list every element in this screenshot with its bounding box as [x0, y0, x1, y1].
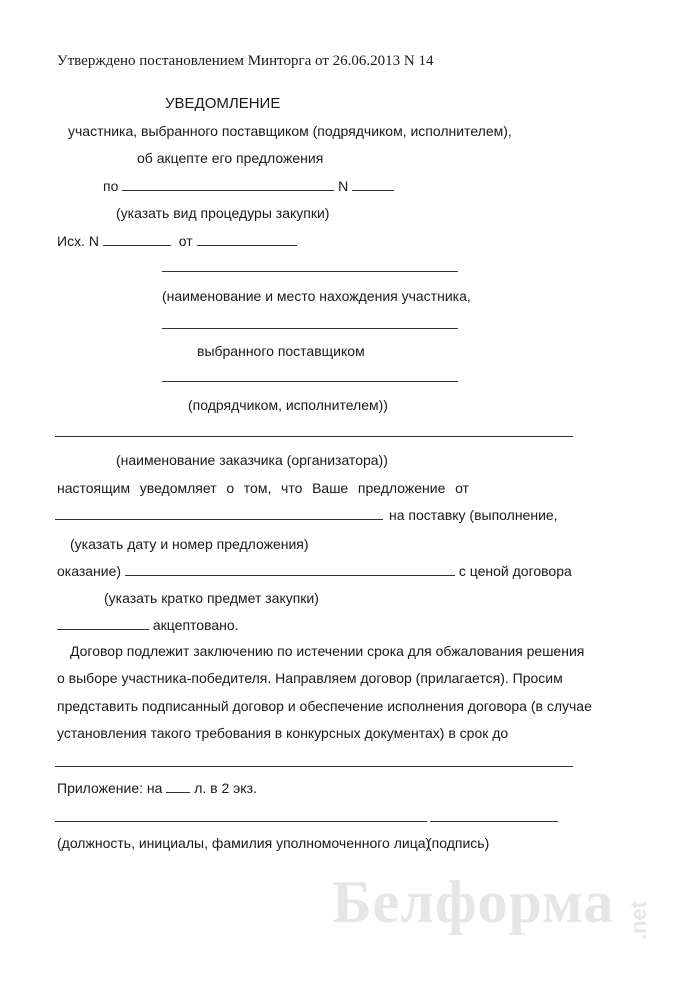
- offer-hint: (указать дату и номер предложения): [70, 536, 309, 552]
- paragraph-line-2: о выборе участника-победителя. Направляем договор (прилагается). Просим: [57, 670, 563, 686]
- offer-field[interactable]: [55, 519, 383, 520]
- service-prefix: оказание): [57, 563, 122, 579]
- attachment-pages-field[interactable]: [166, 779, 190, 793]
- attachment-prefix: Приложение: на: [57, 780, 163, 796]
- document-title: УВЕДОМЛЕНИЕ: [165, 95, 281, 112]
- paragraph-line-1: Договор подлежит заключению по истечении срока для обжалования решения: [70, 643, 585, 659]
- recipient-field-2[interactable]: [162, 328, 458, 329]
- procedure-number-field[interactable]: [352, 177, 394, 191]
- customer-field[interactable]: [55, 436, 573, 437]
- title-line-1: участника, выбранного поставщиком (подрядчиком, исполнителем),: [68, 123, 512, 139]
- recipient-hint-2: выбранного поставщиком: [197, 343, 365, 359]
- signature-field[interactable]: [430, 821, 558, 822]
- procedure-hint: (указать вид процедуры закупки): [116, 205, 330, 221]
- body-word: о: [226, 480, 235, 496]
- position-field[interactable]: [55, 821, 427, 822]
- outgoing-date-field[interactable]: [197, 232, 297, 246]
- procedure-type-field[interactable]: [122, 177, 334, 191]
- procedure-line: [103, 177, 394, 195]
- title-line-2: об акцепте его предложения: [137, 150, 324, 166]
- accepted-text: акцептовано.: [152, 617, 239, 633]
- accepted-field[interactable]: [57, 616, 149, 630]
- outgoing-date-label: от: [178, 233, 193, 249]
- position-hint: (должность, инициалы, фамилия уполномоченного лица): [57, 835, 431, 851]
- deadline-field[interactable]: [55, 766, 573, 767]
- supply-text: на поставку (выполнение,: [389, 507, 558, 523]
- customer-hint: (наименование заказчика (организатора)): [116, 452, 388, 468]
- recipient-field-3[interactable]: [162, 381, 458, 382]
- recipient-field-1[interactable]: [162, 271, 458, 272]
- outgoing-number-label: Исх. N: [57, 233, 99, 249]
- price-label: с ценой договора: [458, 563, 572, 579]
- recipient-hint-3: (подрядчиком, исполнителем)): [188, 397, 388, 413]
- body-word: что: [281, 480, 303, 496]
- body-word: от: [455, 480, 469, 496]
- outgoing-line: [57, 232, 297, 250]
- paragraph-line-3: представить подписанный договор и обеспечение исполнения договора (в случае: [57, 698, 592, 714]
- approval-note: Утверждено постановлением Минторга от 26.06.2013 N 14: [57, 53, 434, 69]
- attachment-suffix: л. в 2 экз.: [194, 780, 257, 796]
- body-word: предложение: [357, 480, 446, 496]
- service-line: [57, 562, 572, 580]
- procedure-number-label: N: [338, 178, 349, 194]
- accepted-line: [57, 616, 239, 634]
- body-word: уведомляет: [139, 480, 217, 496]
- recipient-hint-1: (наименование и место нахождения участника,: [162, 288, 471, 304]
- outgoing-number-field[interactable]: [103, 232, 171, 246]
- body-word: настоящим: [57, 480, 131, 496]
- signature-hint: (подпись): [427, 835, 490, 851]
- subject-hint: (указать кратко предмет закупки): [104, 590, 319, 606]
- paragraph-line-4: установления такого требования в конкурсных документах) в срок до: [57, 725, 509, 741]
- notice-line: [57, 479, 469, 497]
- attachment-line: [57, 779, 257, 797]
- body-word: том,: [243, 480, 272, 496]
- procedure-prefix: по: [103, 178, 119, 194]
- watermark-logo: Белформа: [332, 869, 615, 935]
- subject-field[interactable]: [125, 562, 455, 576]
- body-word: Ваше: [312, 480, 349, 496]
- watermark-domain: .net: [626, 900, 651, 940]
